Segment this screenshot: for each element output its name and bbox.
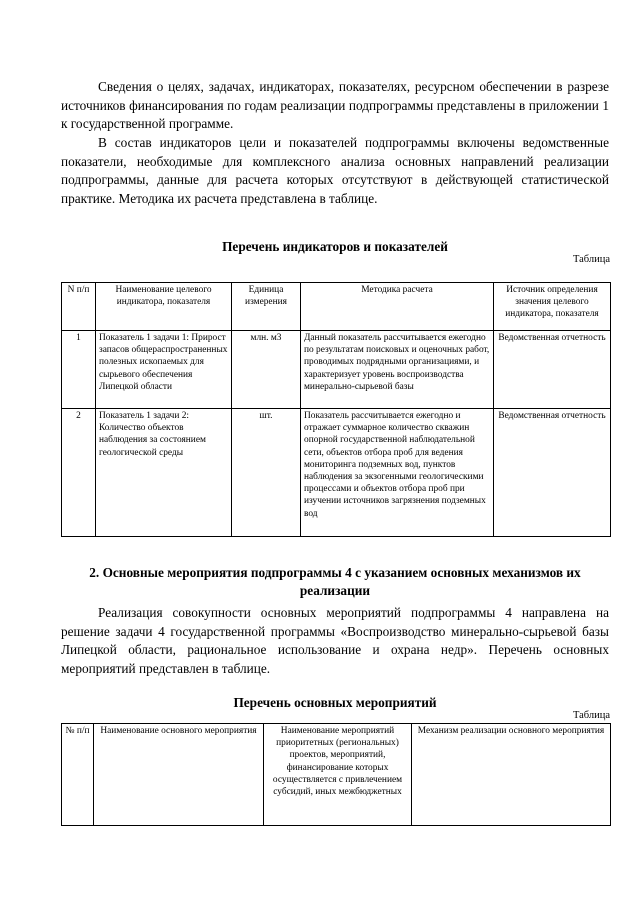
row-indicator-name: Показатель 1 задачи 1: Прирост запасов общераспространенных полезных ископаемых для сырьевого обеспечения Липецкой области bbox=[96, 331, 232, 409]
table-row bbox=[62, 331, 611, 409]
header-project-activities: Наименование мероприятий приоритетных (региональных) проектов, мероприятий, финансирование которых осуществляется с привлечением субсидий, иных межбюджетных bbox=[264, 724, 412, 826]
section-2-paragraph: Реализация совокупности основных мероприятий подпрограммы 4 направлена на решение задачи 4 государственной программы «Воспроизводство минерально-сырьевой базы Липецкой области, рациональное использование и охрана недр». Перечень основных мероприятий представлен в таблице. bbox=[61, 605, 609, 676]
row-unit: млн. м3 bbox=[232, 331, 301, 409]
row-number: 1 bbox=[62, 331, 96, 409]
table1-title: Перечень индикаторов и показателей bbox=[222, 239, 448, 254]
row-number: 2 bbox=[62, 409, 96, 537]
table2-label: Таблица bbox=[572, 710, 610, 721]
table-header-row bbox=[62, 283, 611, 331]
table1-label: Таблица bbox=[572, 254, 610, 265]
table2-title: Перечень основных мероприятий bbox=[233, 695, 437, 710]
row-source: Ведомственная отчетность bbox=[494, 331, 611, 409]
row-method: Показатель рассчитывается ежегодно и отражает суммарное количество скважин опорной государственной наблюдательной сети, объектов отбора проб для ведения мониторинга подземных вод, пунктов наблюдения за экзогенными геологическими процессами и объектов отбора проб при изучении источников загрязнения подземных вод bbox=[301, 409, 494, 537]
header-source: Источник определения значения целевого индикатора, показателя bbox=[494, 283, 611, 331]
section-2-heading: 2. Основные мероприятия подпрограммы 4 с указанием основных механизмов их реализации bbox=[89, 565, 581, 598]
row-method: Данный показатель рассчитывается ежегодно по результатам поисковых и оценочных работ, проводимых подрядными организациями, и характеризует уровень воспроизводства минерально-сырьевой базы bbox=[301, 331, 494, 409]
header-number: N п/п bbox=[62, 283, 96, 331]
header-mechanism: Механизм реализации основного мероприятия bbox=[412, 724, 611, 826]
table-row bbox=[62, 409, 611, 537]
row-indicator-name: Показатель 1 задачи 2: Количество объектов наблюдения за состоянием геологической среды bbox=[96, 409, 232, 537]
intro-paragraph-1: Сведения о целях, задачах, индикаторах, показателях, ресурсном обеспечении в разрезе источников финансирования по годам реализации подпрограммы представлены в приложении 1 к государственной программе. bbox=[61, 79, 609, 132]
table-header-row bbox=[62, 724, 611, 826]
header-number: № п/п bbox=[62, 724, 94, 826]
header-activity-name: Наименование основного мероприятия bbox=[94, 724, 264, 826]
header-unit: Единица измерения bbox=[232, 283, 301, 331]
header-indicator-name: Наименование целевого индикатора, показателя bbox=[96, 283, 232, 331]
row-unit: шт. bbox=[232, 409, 301, 537]
intro-paragraph-2: В состав индикаторов цели и показателей подпрограммы включены ведомственные показатели, необходимые для комплексного анализа основных направлений реализации подпрограммы, данные для расчета которых отсутствуют в действующей статистической практике. Методика их расчета представлена в таблице. bbox=[61, 135, 609, 206]
activities-table bbox=[61, 723, 611, 826]
header-method: Методика расчета bbox=[301, 283, 494, 331]
row-source: Ведомственная отчетность bbox=[494, 409, 611, 537]
indicators-table bbox=[61, 282, 611, 537]
